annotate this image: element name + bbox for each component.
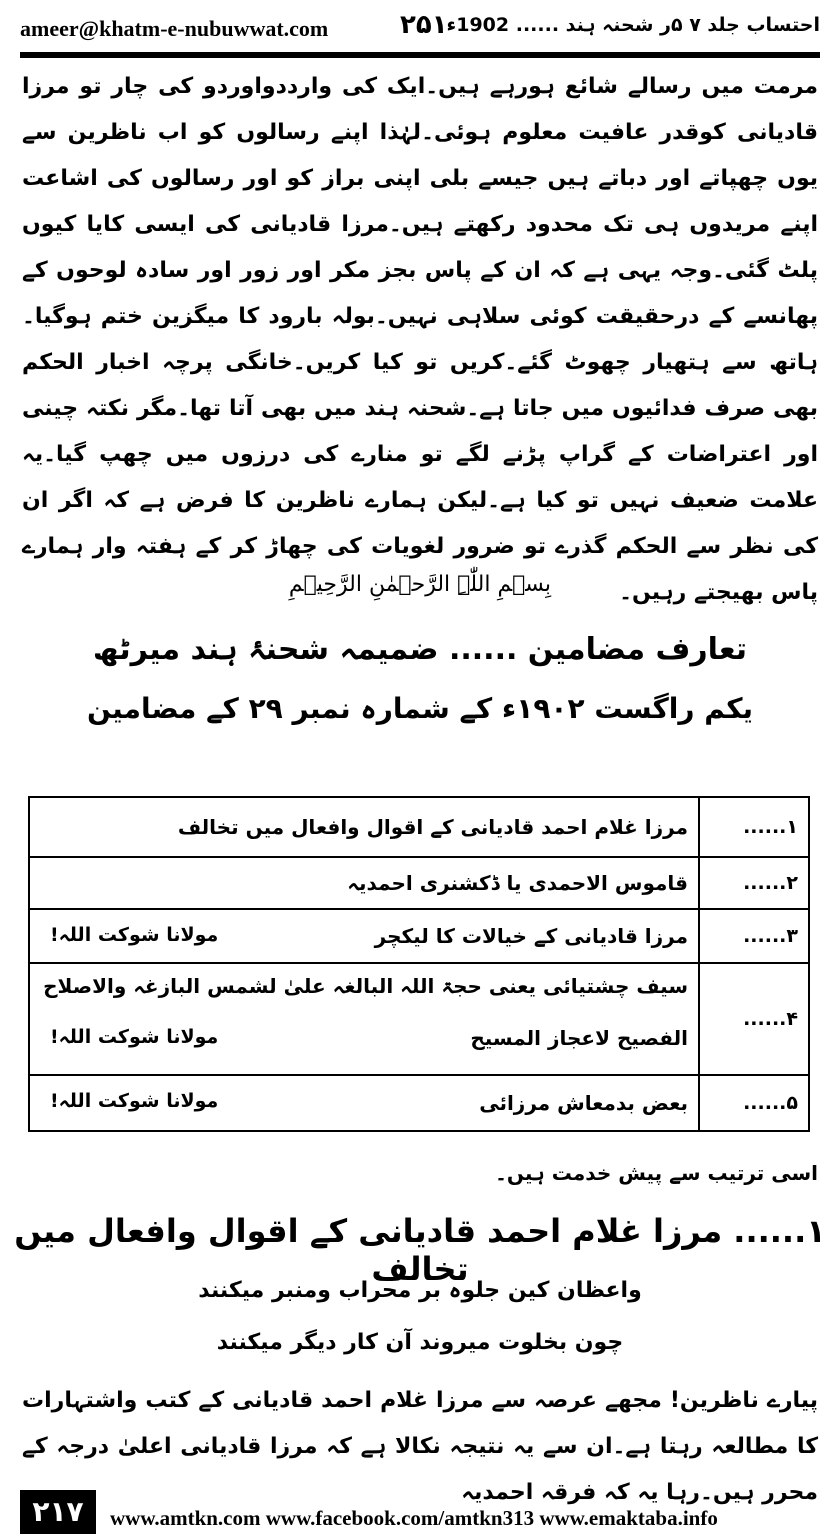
topic-text: بعض بدمعاش مرزائی <box>479 1091 688 1115</box>
row-number: ۵...... <box>699 1075 809 1131</box>
topic-text-continued: الفصیح لاعجاز المسیح <box>470 1026 688 1050</box>
row-number: ۲...... <box>699 857 809 909</box>
note-text: اسی ترتیب سے پیش خدمت ہیں۔ <box>495 1161 818 1185</box>
section-heading: ۱...... مرزا غلام احمد قادیانی کے اقوال وافعال میں تخالف <box>14 1212 826 1288</box>
header-page-number: ۲۵۱ <box>400 10 448 40</box>
table-row <box>29 797 809 857</box>
footer-links[interactable]: www.amtkn.com www.facebook.com/amtkn313 www.emaktaba.info <box>110 1506 718 1530</box>
section-title-line-1: تعارف مضامین ...... ضمیمہ شحنۂ ہند میرٹھ <box>92 632 748 667</box>
row-topic <box>29 963 699 1075</box>
page-header <box>20 6 820 46</box>
contents-table <box>28 796 810 1132</box>
paragraph-text: پیارے ناظرین! مجھے عرصہ سے مرزا غلام احمد قادیانی کے کتب واشتہارات کا مطالعہ رہتا ہے۔ان سے یہ نتیجہ نکالا ہے کہ مرزا قادیانی اعلیٰ درجہ کے محرر ہیں۔رہا یہ کہ فرقہ احمدیہ <box>22 1388 818 1505</box>
after-table-note <box>22 1158 818 1188</box>
table-row <box>29 909 809 963</box>
topic-text: قاموس الاحمدی یا ڈکشنری احمدیہ <box>347 871 688 895</box>
row-topic <box>29 1075 699 1131</box>
row-topic <box>29 797 699 857</box>
topic-text: مرزا غلام احمد قادیانی کے اقوال وافعال میں تخالف <box>177 815 688 839</box>
row-number: ۳...... <box>699 909 809 963</box>
row-author: مولانا شوکت اللہ! <box>50 1026 219 1048</box>
row-author: مولانا شوکت اللہ! <box>50 924 219 946</box>
verse-line-2: چون بخلوت میروند آن کار دیگر میکنند <box>216 1330 624 1355</box>
topic-text: مرزا قادیانی کے خیالات کا لیکچر <box>374 924 688 948</box>
row-topic <box>29 857 699 909</box>
verse-line-1: واعظان کین جلوہ بر محراب ومنبر میکنند <box>198 1278 642 1303</box>
body-paragraph-1 <box>22 64 818 616</box>
table-row <box>29 1075 809 1131</box>
header-divider <box>20 52 820 58</box>
section-title-line-2: یکم راگست ۱۹۰۲ء کے شمارہ نمبر ۲۹ کے مضامین <box>86 692 753 725</box>
header-title: احتساب جلد ۷ ۵ر شحنہ ہند ...... 1902ء <box>446 14 820 36</box>
paragraph-text: مرمت میں رسالے شائع ہورہے ہیں۔ایک کی وارددواوردو کی چار تو مرزا قادیانی کوقدر عافیت معلوم ہوئی۔لہٰذا اپنے رسالوں کو اب ناظرین سے یوں چھپاتے اور دباتے ہیں جیسے بلی اپنی براز کو اور رسالوں کی اشاعت اپنے مریدوں ہی تک محدود رکھتے ہیں۔مرزا قادیانی کی ایسی کایا کیوں پلٹ گئی۔وجہ یہی ہے کہ ان کے پاس بجز مکر اور زور اور سادہ لوحوں کے پھانسے کے درحقیقت کوئی سلاہی نہیں۔بولہ بارود کا میگزین ختم ہوگیا۔ہاتھ سے ہتھیار چھوٹ گئے۔کریں تو کیا کریں۔خانگی پرچہ اخبار الحکم بھی صرف فدائیوں میں جاتا ہے۔شحنہ ہند میں بھی آتا تھا۔مگر نکتہ چینی اور اعتراضات کے گراپ پڑنے لگے تو منارے کی درزوں میں چھپ گیا۔یہ علامت ضعیف نہیں تو کیا ہے۔لیکن ہمارے ناظرین کا فرض ہے کہ اگر ان کی نظر سے الحکم گذرے تو ضرور لغویات کی چھاڑ کر کے ہفتہ وار ہمارے پاس بھیجتے رہیں۔ <box>22 74 818 605</box>
row-topic <box>29 909 699 963</box>
row-author: مولانا شوکت اللہ! <box>50 1090 219 1112</box>
table-row <box>29 963 809 1075</box>
table-row <box>29 857 809 909</box>
row-number: ۴...... <box>699 963 809 1075</box>
bismillah: بِسۡمِ اللّٰہِ الرَّحۡمٰنِ الرَّحِیۡمِ <box>288 572 552 597</box>
row-number: ۱...... <box>699 797 809 857</box>
topic-text: سیف چشتیائی یعنی حجۃ اللہ البالغہ علیٰ لشمس البازغہ والاصلاح <box>43 974 688 998</box>
page-footer <box>20 1490 820 1534</box>
header-email[interactable]: ameer@khatm-e-nubuwwat.com <box>20 16 329 41</box>
footer-page-number: ۲۱۷ <box>20 1490 96 1534</box>
